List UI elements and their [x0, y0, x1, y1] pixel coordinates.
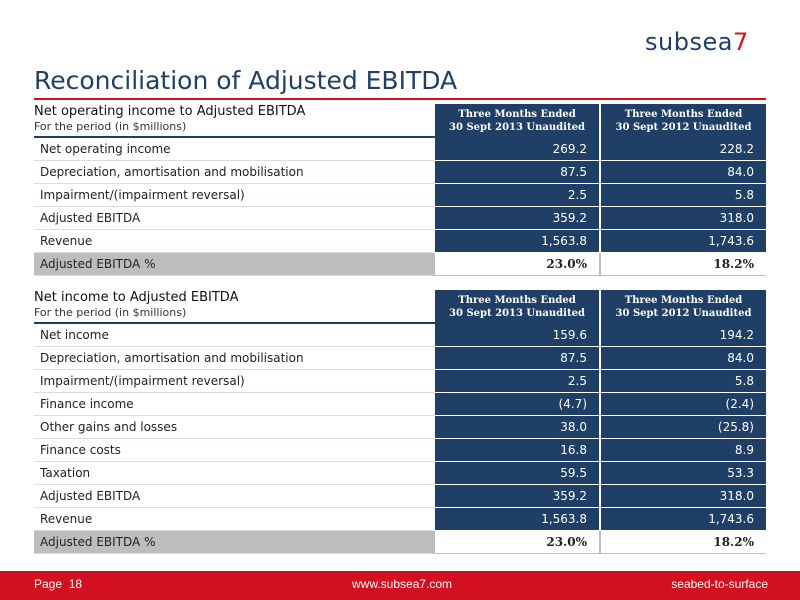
table-header-row [34, 104, 766, 137]
value-2013: 2.5 [434, 184, 600, 207]
column-header-2013 [434, 290, 600, 323]
value-2013: 359.2 [434, 485, 600, 508]
table-row [34, 393, 766, 416]
value-2013: 23.0% [434, 253, 600, 276]
table-row [34, 347, 766, 370]
column-header-line: Three Months Ended [624, 294, 743, 306]
table-row [34, 323, 766, 347]
row-label: Adjusted EBITDA % [34, 531, 434, 554]
row-label: Finance income [34, 393, 434, 416]
row-label: Adjusted EBITDA [34, 207, 434, 230]
table-row [34, 462, 766, 485]
title-divider [34, 98, 766, 100]
table-title: Net income to Adjusted EBITDA [34, 290, 239, 305]
value-2013: 87.5 [434, 347, 600, 370]
table-heading [34, 290, 434, 323]
column-header-line: 30 Sept 2012 Unaudited [615, 307, 752, 319]
value-2012: 228.2 [600, 137, 766, 161]
value-2012: (2.4) [600, 393, 766, 416]
row-label: Revenue [34, 230, 434, 253]
row-label: Impairment/(impairment reversal) [34, 370, 434, 393]
table-subtitle: For the period (in $millions) [34, 120, 187, 133]
table-row [34, 370, 766, 393]
logo-number: 7 [732, 28, 749, 56]
value-2012: 318.0 [600, 207, 766, 230]
value-2013: 87.5 [434, 161, 600, 184]
row-label: Depreciation, amortisation and mobilisation [34, 347, 434, 370]
table-row [34, 161, 766, 184]
row-label: Impairment/(impairment reversal) [34, 184, 434, 207]
footer-tagline: seabed-to-surface [671, 577, 768, 591]
column-header-line: 30 Sept 2012 Unaudited [615, 121, 752, 133]
table-row [34, 485, 766, 508]
value-2013: 16.8 [434, 439, 600, 462]
value-2013: 2.5 [434, 370, 600, 393]
column-header-line: 30 Sept 2013 Unaudited [449, 121, 585, 133]
value-2012: 84.0 [600, 161, 766, 184]
row-label: Depreciation, amortisation and mobilisation [34, 161, 434, 184]
table-subtitle: For the period (in $millions) [34, 306, 187, 319]
table-total-row [34, 253, 766, 276]
footer-bar [0, 571, 800, 600]
row-label: Taxation [34, 462, 434, 485]
row-label: Other gains and losses [34, 416, 434, 439]
table-net-income [34, 290, 766, 554]
value-2013: 59.5 [434, 462, 600, 485]
value-2012: 318.0 [600, 485, 766, 508]
value-2012: (25.8) [600, 416, 766, 439]
table-row [34, 439, 766, 462]
value-2012: 5.8 [600, 370, 766, 393]
column-header-2013 [434, 104, 600, 137]
value-2013: 1,563.8 [434, 508, 600, 531]
page-number-value: 18 [68, 577, 83, 591]
column-header-line: Three Months Ended [458, 108, 576, 120]
value-2012: 1,743.6 [600, 230, 766, 253]
table-row [34, 207, 766, 230]
table-row [34, 137, 766, 161]
column-header-line: Three Months Ended [624, 108, 743, 120]
row-label: Adjusted EBITDA % [34, 253, 434, 276]
value-2012: 18.2% [600, 253, 766, 276]
value-2012: 8.9 [600, 439, 766, 462]
table-row [34, 508, 766, 531]
row-label: Revenue [34, 508, 434, 531]
value-2013: (4.7) [434, 393, 600, 416]
table-row [34, 230, 766, 253]
table-total-row [34, 531, 766, 554]
table-row [34, 416, 766, 439]
subsea7-logo [645, 28, 749, 56]
value-2012: 84.0 [600, 347, 766, 370]
column-header-2012 [600, 104, 766, 137]
value-2012: 5.8 [600, 184, 766, 207]
column-header-2012 [600, 290, 766, 323]
column-header-line: 30 Sept 2013 Unaudited [449, 307, 585, 319]
value-2013: 269.2 [434, 137, 600, 161]
page-title: Reconciliation of Adjusted EBITDA [34, 66, 458, 95]
page-number [34, 577, 82, 591]
column-header-line: Three Months Ended [458, 294, 576, 306]
footer-url-link[interactable]: www.subsea7.com [352, 577, 453, 591]
page-label: Page [34, 577, 63, 591]
table-title: Net operating income to Adjusted EBITDA [34, 104, 306, 119]
row-label: Adjusted EBITDA [34, 485, 434, 508]
value-2012: 194.2 [600, 323, 766, 347]
value-2013: 159.6 [434, 323, 600, 347]
table-row [34, 184, 766, 207]
logo-text: subsea [645, 28, 733, 56]
row-label: Net income [34, 323, 434, 347]
value-2013: 1,563.8 [434, 230, 600, 253]
value-2012: 53.3 [600, 462, 766, 485]
table-heading [34, 104, 434, 137]
value-2013: 359.2 [434, 207, 600, 230]
table-net-operating-income [34, 104, 766, 276]
value-2013: 23.0% [434, 531, 600, 554]
row-label: Net operating income [34, 137, 434, 161]
row-label: Finance costs [34, 439, 434, 462]
table-header-row [34, 290, 766, 323]
value-2012: 18.2% [600, 531, 766, 554]
value-2013: 38.0 [434, 416, 600, 439]
value-2012: 1,743.6 [600, 508, 766, 531]
